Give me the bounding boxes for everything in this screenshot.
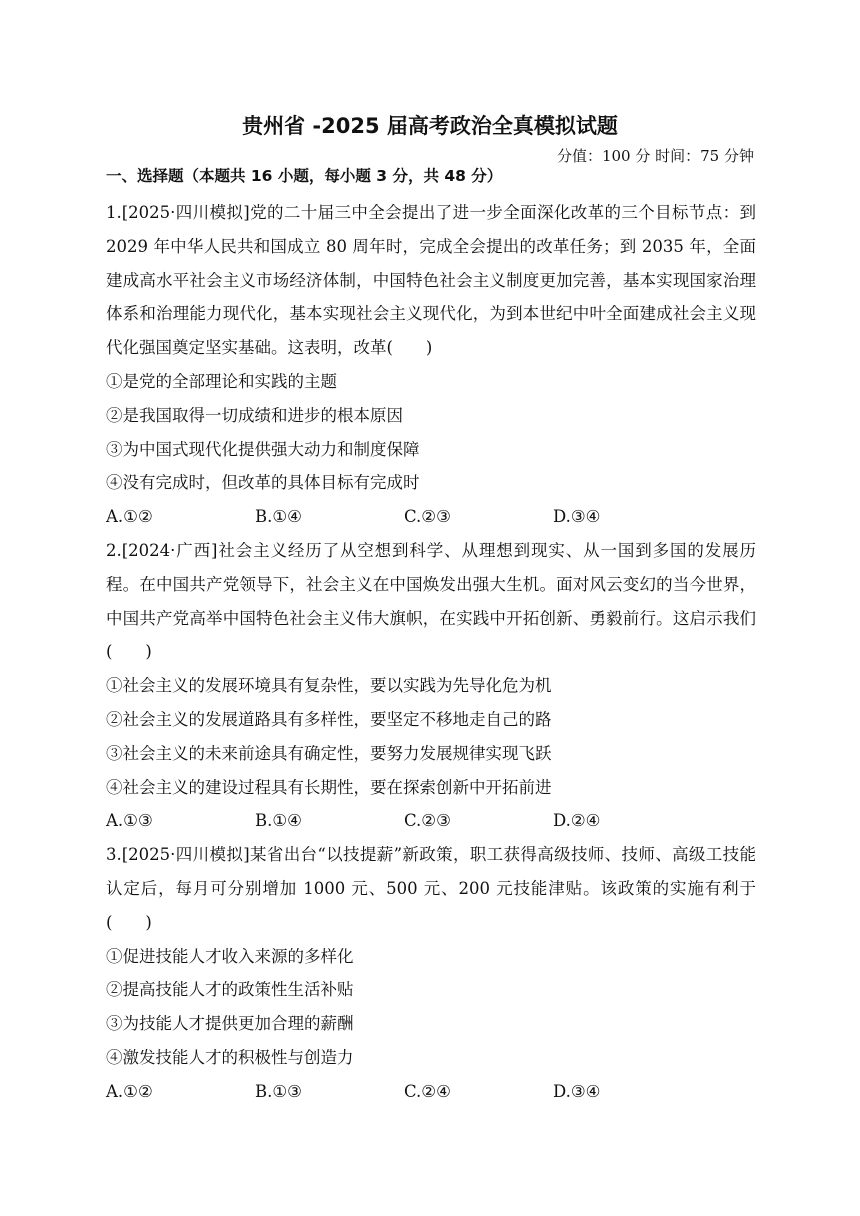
choice-a: A.①③	[106, 811, 153, 831]
choice-d: D.③④	[553, 507, 601, 527]
answer-choices	[106, 804, 756, 838]
statement-option: ④没有完成时，但改革的具体目标有完成时	[106, 473, 420, 493]
choice-b: B.①③	[255, 1081, 302, 1101]
choice-a: A.①②	[106, 507, 153, 527]
question-3	[106, 838, 756, 1108]
answer-choices	[106, 500, 756, 534]
statement-option: ②提高技能人才的政策性生活补贴	[106, 980, 354, 1000]
statement-option: ④激发技能人才的积极性与创造力	[106, 1047, 354, 1067]
choice-d: D.③④	[553, 1081, 601, 1101]
statement-option: ③为中国式现代化提供强大动力和制度保障	[106, 439, 420, 459]
choice-d: D.②④	[553, 811, 601, 831]
choice-a: A.①②	[106, 1081, 153, 1101]
questions-list	[106, 196, 756, 1109]
statement-option: ①是党的全部理论和实践的主题	[106, 371, 337, 391]
section-heading: 一、选择题（本题共 16 小题，每小题 3 分，共 48 分）	[106, 167, 503, 185]
statement-option: ①促进技能人才收入来源的多样化	[106, 946, 354, 966]
choice-c: C.②④	[404, 1081, 451, 1101]
choice-c: C.②③	[404, 811, 451, 831]
question-stem: 3.[2025·四川模拟]某省出台“以技提薪”新政策，职工获得高级技师、技师、高级工技能认定后，每月可分别增加 1000 元、500 元、200 元技能津贴。该政策的实施有利于( )	[106, 845, 756, 932]
question-stem: 2.[2024·广西]社会主义经历了从空想到科学、从理想到现实、从一国到多国的发展历程。在中国共产党领导下，社会主义在中国焕发出强大生机。面对风云变幻的当今世界，中国共产党高举中国特色社会主义伟大旗帜，在实践中开拓创新、勇毅前行。这启示我们( )	[106, 540, 756, 662]
choice-c: C.②③	[404, 507, 451, 527]
statement-option: ③社会主义的未来前途具有确定性，要努力发展规律实现飞跃	[106, 743, 552, 763]
question-1	[106, 196, 756, 534]
question-stem: 1.[2025·四川模拟]党的二十届三中全会提出了进一步全面深化改革的三个目标节点：到 2029 年中华人民共和国成立 80 周年时，完成全会提出的改革任务；到 2035 年，全面建成高水平社会主义市场经济体制，中国特色社会主义制度更加完善，基本实现国家治理体系和治理能力现代化，基本实现社会主义现代化，为到本世纪中叶全面建成社会主义现代化强国奠定坚实基础。这表明，改革( )	[106, 203, 756, 358]
statement-option: ①社会主义的发展环境具有复杂性，要以实践为先导化危为机	[106, 676, 552, 696]
score-time-info: 分值：100 分 时间：75 分钟	[556, 147, 754, 165]
statement-option: ④社会主义的建设过程具有长期性，要在探索创新中开拓前进	[106, 777, 552, 797]
question-2	[106, 534, 756, 838]
choice-b: B.①④	[255, 507, 302, 527]
statement-option: ②社会主义的发展道路具有多样性，要坚定不移地走自己的路	[106, 709, 552, 729]
choice-b: B.①④	[255, 811, 302, 831]
page-title: 贵州省 -2025 届高考政治全真模拟试题	[242, 114, 618, 138]
answer-choices	[106, 1075, 756, 1109]
statement-option: ③为技能人才提供更加合理的薪酬	[106, 1014, 354, 1034]
statement-option: ②是我国取得一切成绩和进步的根本原因	[106, 405, 403, 425]
